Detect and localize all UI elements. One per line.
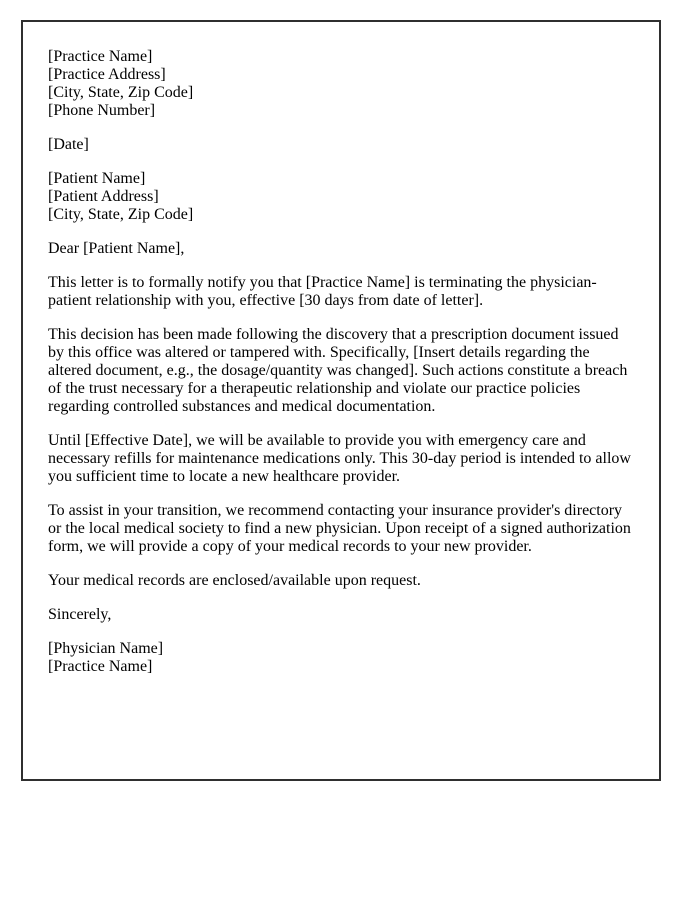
signature-practice-name: [Practice Name]: [48, 658, 153, 675]
signature-physician-name: [Physician Name]: [48, 640, 164, 657]
sender-practice-name: [Practice Name]: [48, 48, 153, 65]
body-paragraph-1: This letter is to formally notify you that [Practice Name] is terminating the physician-patient relationship with you, effective [30 days from date of letter].: [48, 274, 597, 309]
sender-practice-address: [Practice Address]: [48, 66, 166, 83]
date-line: [Date]: [48, 136, 89, 153]
body-paragraph-5: Your medical records are enclosed/available upon request.: [48, 572, 421, 589]
body-paragraph-3: Until [Effective Date], we will be available to provide you with emergency care and necessary refills for maintenance medications only. This 30-day period is intended to allow you sufficient time to locate a new healthcare provider.: [48, 432, 631, 485]
recipient-patient-address: [Patient Address]: [48, 188, 159, 205]
recipient-city-state-zip: [City, State, Zip Code]: [48, 206, 194, 223]
body-paragraph-2: This decision has been made following the discovery that a prescription document issued by this office was altered or tampered with. Specifically, [Insert details regarding the altered document, e.g., the dosage/quantity was changed]. Such actions constitute a breach of the trust necessary for a therapeutic relationship and violate our practice policies regarding controlled substances and medical documentation.: [48, 326, 628, 415]
recipient-patient-name: [Patient Name]: [48, 170, 146, 187]
closing: Sincerely,: [48, 606, 112, 623]
sender-phone-number: [Phone Number]: [48, 102, 156, 119]
body-paragraph-4: To assist in your transition, we recommend contacting your insurance provider's directory or the local medical society to find a new physician. Upon receipt of a signed authorization form, we will provide a copy of your medical records to your new provider.: [48, 502, 631, 555]
signature-block: [48, 640, 634, 676]
sender-block: [48, 48, 634, 120]
sender-city-state-zip: [City, State, Zip Code]: [48, 84, 194, 101]
recipient-block: [48, 170, 634, 224]
salutation: Dear [Patient Name],: [48, 240, 185, 257]
termination-letter-document: [21, 20, 661, 781]
